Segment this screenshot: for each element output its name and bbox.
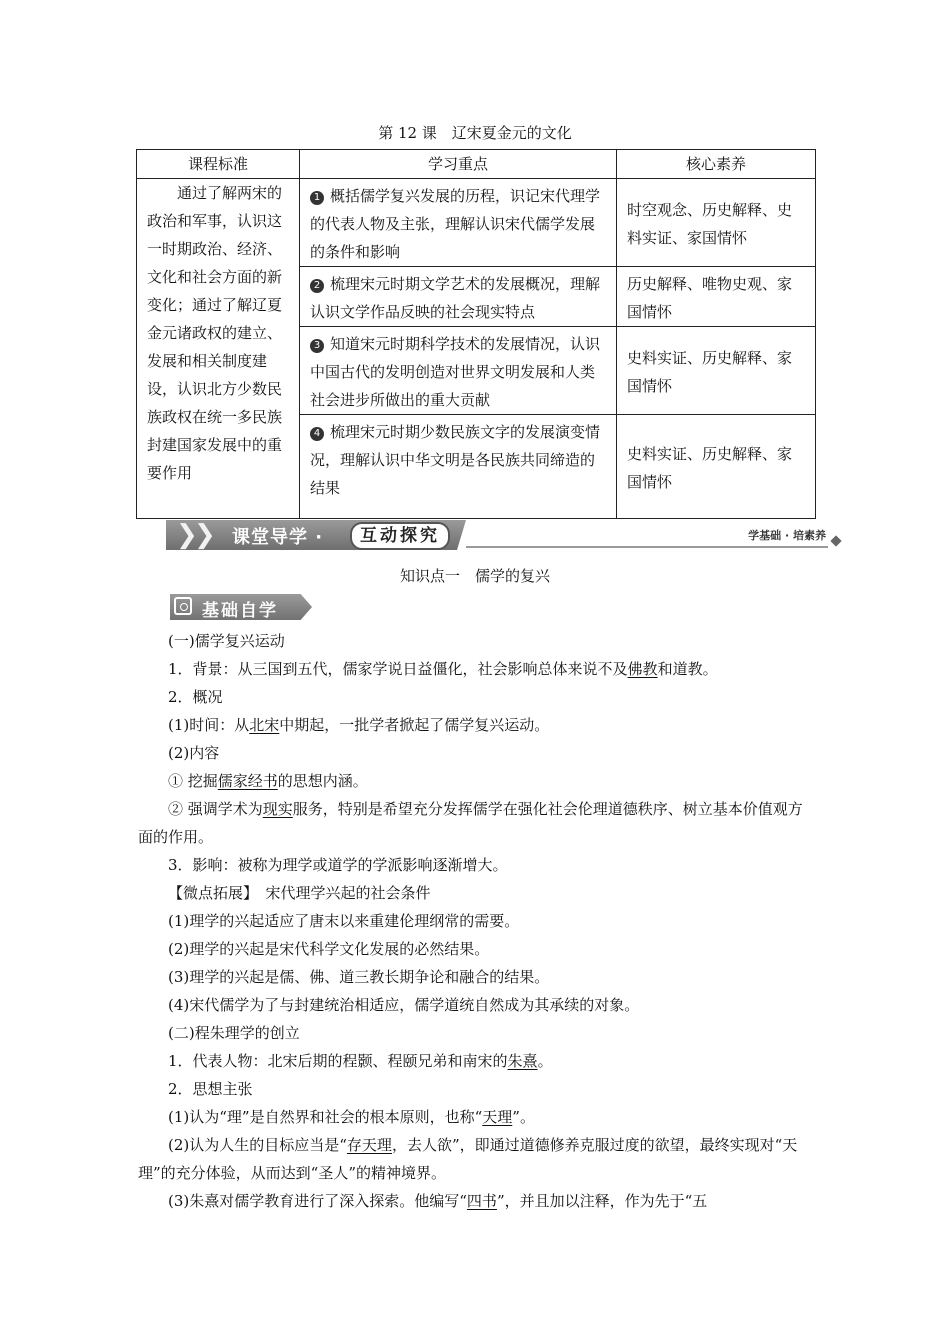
paragraph: (2)认为人生的目标应当是“存天理，去人欲”，即通过道德修养克服过度的欲望，最终实现对“天理”的充分体验，从而达到“圣人”的精神境界。 [138,1136,798,1182]
answer-blank: 天理 [482,1108,513,1126]
header-literacy: 核心素养 [617,150,816,179]
curriculum-standard-cell: 通过了解两宋的政治和军事，认识这一时期政治、经济、文化和社会方面的新变化；通过了解辽夏金元诸政权的建立、发展和相关制度建设，认识北方少数民族政权在统一多民族封建国家发展中的重要作用 [137,179,300,519]
number-badge-icon: 2 [310,279,324,293]
paragraph: 3．影响：被称为理学或道学的学派影响逐渐增大。 [168,856,508,874]
focus-cell [300,327,617,415]
focus-text: 梳理宋元时期少数民族文字的发展演变情况，理解认识中华文明是各民族共同缔造的结果 [310,423,601,497]
paragraph: (3)朱熹对儒学教育进行了深入探索。他编写“四书”，并且加以注释，作为先于“五 [168,1192,708,1210]
section-tag-label: 基础自学 [202,601,278,621]
paragraph: ① 挖掘儒家经书的思想内涵。 [168,772,368,790]
number-badge-icon: 3 [310,339,324,353]
curriculum-table [136,149,816,519]
header-standard: 课程标准 [137,150,300,179]
answer-blank: 朱熹 [507,1052,538,1070]
paragraph: (3)理学的兴起是儒、佛、道三教长期争论和融合的结果。 [168,968,550,986]
paragraph: (1)理学的兴起适应了唐末以来重建伦理纲常的需要。 [168,912,520,930]
body-text [138,627,814,1215]
table-row [137,179,816,267]
chevron-right-icon: ❯ [194,520,216,550]
number-badge-icon: 4 [310,427,324,441]
self-study-icon [174,597,192,615]
focus-text: 梳理宋元时期文学艺术的发展概况，理解认识文学作品反映的社会现实特点 [310,275,601,321]
banner-divider [466,546,828,548]
number-badge-icon: 1 [310,191,324,205]
answer-blank: 儒家经书 [217,772,278,790]
section-tag [170,594,312,620]
literacy-cell: 时空观念、历史解释、史料实证、家国情怀 [617,179,816,267]
focus-text: 概括儒学复兴发展的历程，识记宋代理学的代表人物及主张，理解认识宋代儒学发展的条件和影响 [310,187,601,261]
literacy-cell: 史料实证、历史解释、家国情怀 [617,415,816,519]
answer-blank: 存天理 [346,1136,392,1154]
paragraph: 2．思想主张 [168,1080,253,1098]
paragraph: (4)宋代儒学为了与封建统治相适应，儒学道统自然成为其承续的对象。 [168,996,640,1014]
heading-2: (二)程朱理学的创立 [168,1024,300,1042]
literacy-cell: 历史解释、唯物史观、家国情怀 [617,267,816,327]
diamond-icon [830,535,841,546]
banner-title-right: 互动探究 [350,522,450,550]
banner-tagline: 学基础 · 培素养 [748,529,826,542]
literacy-cell: 史料实证、历史解释、家国情怀 [617,327,816,415]
lesson-title: 第 12 课 辽宋夏金元的文化 [378,124,572,142]
focus-text: 知道宋元时期科学技术的发展情况，认识中国古代的发明创造对世界文明发展和人类社会进步所做出的重大贡献 [310,335,601,409]
table-header-row [137,150,816,179]
knowledge-point-title: 知识点一 儒学的复兴 [399,567,550,585]
paragraph: (1)时间：从北宋中期起，一批学者掀起了儒学复兴运动。 [168,716,550,734]
answer-blank: 北宋 [249,716,280,734]
chevron-right-icon: ❯ [176,520,198,550]
heading-1: (一)儒学复兴运动 [168,632,285,650]
answer-blank: 佛教 [627,660,658,678]
paragraph: 2．概况 [168,688,223,706]
paragraph: 1．背景：从三国到五代，儒家学说日益僵化，社会影响总体来说不及佛教和道教。 [168,660,718,678]
banner-title-left: 课堂导学 · [232,527,324,548]
answer-blank: 四书 [466,1192,497,1210]
focus-cell [300,415,617,519]
extension-heading: 【微点拓展】 宋代理学兴起的社会条件 [168,884,431,902]
section-banner [166,517,850,553]
focus-cell [300,267,617,327]
paragraph: ② 强调学术为现实服务，特别是希望充分发挥儒学在强化社会伦理道德秩序、树立基本价值观方面的作用。 [138,800,803,846]
header-focus: 学习重点 [300,150,617,179]
paragraph: (2)内容 [168,744,220,762]
paragraph: (1)认为“理”是自然界和社会的根本原则，也称“天理”。 [168,1108,535,1126]
paragraph: 1．代表人物：北宋后期的程颢、程颐兄弟和南宋的朱熹。 [168,1052,553,1070]
focus-cell [300,179,617,267]
paragraph: (2)理学的兴起是宋代科学文化发展的必然结果。 [168,940,490,958]
answer-blank: 现实 [262,800,293,818]
